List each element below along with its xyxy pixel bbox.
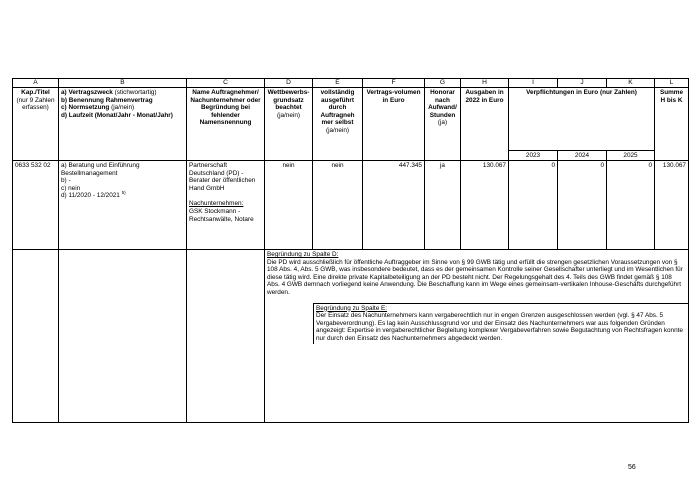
empty-cell-b bbox=[59, 250, 187, 423]
cell-honorar: ja bbox=[425, 161, 461, 250]
cell-wettbewerb: nein bbox=[265, 161, 313, 250]
col-letter-a: A bbox=[13, 79, 59, 88]
cell-2023: 0 bbox=[509, 161, 558, 250]
reason-d-text: Die PD wird ausschließlich für öffentliche Auftraggeber im Sinne von § 99 GWB tätig und erfüllt die strengen gesetzlichen Voraussetzungen von § 108 Abs. 4, Abs. 5 GWB, was insbesondere bedeutet, dass es der gemeinsamen Kontrolle seiner Gesellschafter unterliegt und im Wesentlichen für diese tätig wird. Eine direkte private Kapitalbeteiligung an der PD besteht nicht. Der Regelungsgehalt des 4. Teils des GWB findet gemäß § 108 Abs. 4 GWB demnach vorliegend keine Anwendung. Die Beschaffung kann im Wege eines gemeinsam-vertikalen Inhouse-Geschäfts durchgeführt werden. bbox=[267, 258, 683, 296]
cell-b-a: a) Beratung und Einführung Bestellmanagement bbox=[61, 162, 140, 177]
header-verpflichtungen: Verpflichtungen in Euro (nur Zahlen) bbox=[509, 88, 655, 151]
col-letter-j: J bbox=[558, 79, 607, 88]
header-b-line1-bold: a) Vertragszweck bbox=[61, 89, 113, 96]
header-kap-titel bbox=[13, 88, 59, 161]
empty-cell-c bbox=[187, 250, 265, 423]
header-summe: Summe H bis K bbox=[655, 88, 689, 161]
reason-e-block bbox=[313, 303, 688, 344]
header-g-sub: (ja) bbox=[437, 119, 448, 127]
cell-b-b: b) - bbox=[61, 177, 71, 185]
cell-c-sub-label: Nachunternehmen: bbox=[189, 200, 244, 208]
col-letter-c: C bbox=[187, 79, 265, 88]
footnote-ref: 5) bbox=[121, 190, 126, 196]
cell-ausgaben: 130.067 bbox=[461, 161, 509, 250]
col-letter-e: E bbox=[313, 79, 363, 88]
cell-vertragszweck bbox=[59, 161, 187, 250]
page-number: 56 bbox=[628, 464, 636, 471]
reason-e-title: Begründung zu Spalte E: bbox=[316, 304, 388, 312]
header-honorar bbox=[425, 88, 461, 161]
cell-b-d: d) 11/2020 - 12/2021 bbox=[61, 192, 120, 200]
col-letter-g: G bbox=[425, 79, 461, 88]
col-letter-b: B bbox=[59, 79, 187, 88]
cell-kap-titel: 0633 532 02 bbox=[13, 161, 59, 250]
col-letter-h: H bbox=[461, 79, 509, 88]
cell-b-c: c) nein bbox=[61, 184, 81, 192]
header-b-line3-bold: c) Normsetzung bbox=[61, 104, 110, 112]
header-wettbewerb bbox=[265, 88, 313, 161]
header-e-bold: vollständig ausgeführt durch Auftragneh mer selbst bbox=[320, 89, 355, 127]
cell-vertragsvolumen: 447.345 bbox=[363, 161, 425, 250]
header-b-line4: d) Laufzeit (Monat/Jahr - Monat/Jahr) bbox=[61, 111, 173, 119]
cell-auftragnehmer bbox=[187, 161, 265, 250]
cell-summe: 130.067 bbox=[655, 161, 689, 250]
header-vertragszweck bbox=[59, 88, 187, 161]
col-letter-i: I bbox=[509, 79, 558, 88]
header-vertragsvolumen: Vertrags-volumen in Euro bbox=[363, 88, 425, 161]
header-kap-titel-sub: (nur 9 Zahlen erfassen) bbox=[16, 96, 55, 112]
header-b-line1-normal: (stichwortartig) bbox=[112, 89, 157, 96]
table-row bbox=[13, 161, 689, 250]
column-letter-row bbox=[13, 79, 689, 88]
col-letter-d: D bbox=[265, 79, 313, 88]
header-b-line2: b) Benennung Rahmenvertrag bbox=[61, 96, 153, 104]
cell-vollstaendig: nein bbox=[313, 161, 363, 250]
header-row bbox=[13, 88, 689, 151]
cell-2025: 0 bbox=[607, 161, 655, 250]
col-letter-f: F bbox=[363, 79, 425, 88]
cell-2024: 0 bbox=[558, 161, 607, 250]
header-b-line3-normal: (ja/nein) bbox=[109, 104, 135, 112]
justification-row bbox=[13, 250, 689, 423]
header-d-bold: Wettbewerbs-grundsatz beachtet bbox=[267, 89, 310, 112]
header-ausgaben: Ausgaben in 2022 in Euro bbox=[461, 88, 509, 161]
year-2025: 2025 bbox=[607, 151, 655, 161]
header-vollstaendig bbox=[313, 88, 363, 161]
reason-d-title: Begründung zu Spalte D: bbox=[267, 251, 339, 258]
col-letter-l: L bbox=[655, 79, 689, 88]
header-e-sub: (ja/nein) bbox=[325, 126, 350, 134]
header-d-sub: (ja/nein) bbox=[276, 111, 301, 119]
empty-cell-a bbox=[13, 250, 59, 423]
justification-cell bbox=[265, 250, 689, 423]
header-g-bold: Honorar nach Aufwand/ Stunden bbox=[428, 89, 457, 119]
year-2024: 2024 bbox=[558, 151, 607, 161]
reason-d-block bbox=[265, 250, 688, 298]
reason-e-text: Der Einsatz des Nachunternehmers kann vergaberechtlich nur in engen Grenzen ausgeschlossen werden (vgl. § 47 Abs. 5 Vergabeverordnung). Es lag kein Ausschlussgrund vor und der Einsatz des Nachunternehmers war aus folgenden Gründen angezeigt: Expertise in vergaberechtlicher Begleitung komplexer Vergabeverfahren sowie Begutachtung von Rechtsfragen konnte nur durch den Einsatz des Nachunternehmers abgedeckt werden. bbox=[316, 312, 683, 342]
year-2023: 2023 bbox=[509, 151, 558, 161]
cell-c-name: Partnerschaft Deutschland (PD) - Berater der öffentlichen Hand GmbH bbox=[189, 162, 256, 192]
col-letter-k: K bbox=[607, 79, 655, 88]
contracts-table-sheet bbox=[12, 78, 688, 423]
cell-c-sub-name: GSK Stockmann - Rechtsanwälte, Notare bbox=[189, 207, 254, 223]
header-auftragnehmer: Name Auftragnehmer/ Nachunternehmer oder Begründung bei fehlender Namensnennung bbox=[187, 88, 265, 161]
header-kap-titel-title: Kap./Titel bbox=[21, 89, 50, 96]
contracts-table bbox=[12, 78, 689, 423]
